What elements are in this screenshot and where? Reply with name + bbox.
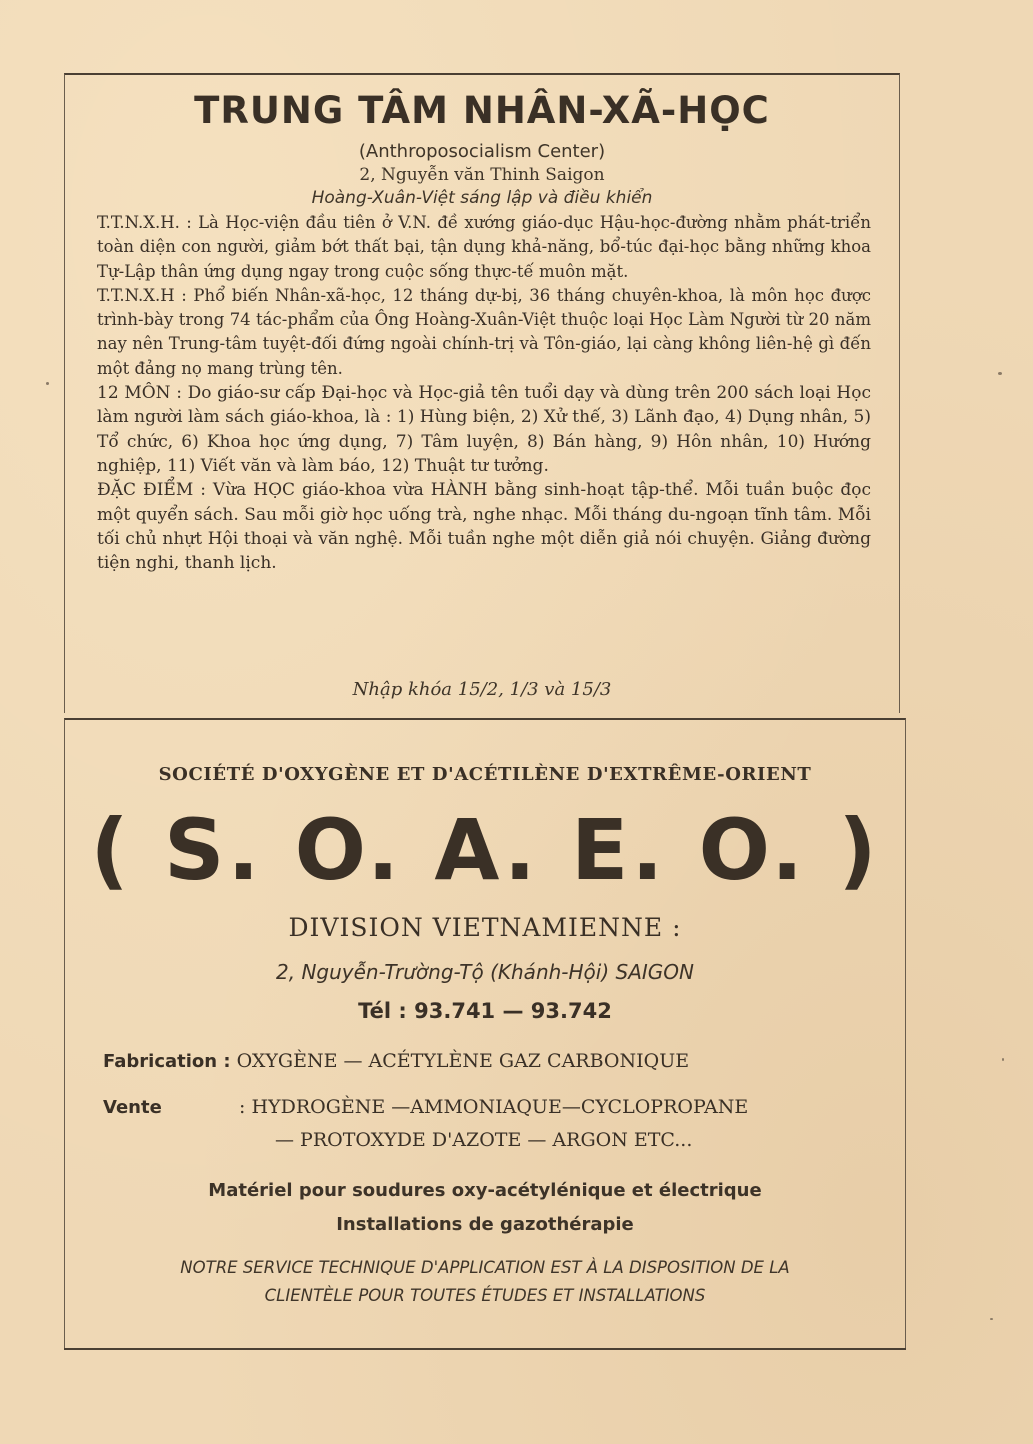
- ad2-vente-line2: — PROTOXYDE D'AZOTE — ARGON ETC...: [275, 1129, 693, 1151]
- ad2-notice-line2: CLIENTÈLE POUR TOUTES ÉTUDES ET INSTALLATIONS: [264, 1286, 706, 1305]
- ad1-address: 2, Nguyễn văn Thinh Saigon: [359, 165, 605, 185]
- ad2-vente-label: Vente: [103, 1097, 162, 1118]
- ad2-vente-row: [103, 1096, 748, 1118]
- ad1-paragraph-intro: T.T.N.X.H. : Là Học-viện đầu tiên ở V.N. đề xướng giáo-dục Hậu-học-đường nhằm phát-triển toàn diện con người, giảm bớt thất bại, tận dụng khả-năng, bổ-túc đại-học bằng những khoa Tự-Lập thân ứng dụng ngay trong cuộc sống thực-tế muôn mặt.: [97, 213, 871, 281]
- ad1-title: TRUNG TÂM NHÂN-XÃ-HỌC: [194, 89, 770, 132]
- ad1-paragraph-mission: T.T.N.X.H : Phổ biến Nhân-xã-học, 12 tháng dự-bị, 36 tháng chuyên-khoa, là môn học được trình-bày trong 74 tác-phẩm của Ông Hoàng-Xuân-Việt thuộc loại Học Làm Người từ 20 năm nay nên Trung-tâm tuyệt-đối đứng ngoài chính-trị và Tôn-giáo, lại càng không liên-hệ gì đến một đảng nọ mang trùng tên.: [97, 285, 871, 378]
- ad1-subtitle: (Anthroposocialism Center): [358, 141, 606, 162]
- ad1-body: [97, 211, 871, 575]
- ad2-notice-line1: NOTRE SERVICE TECHNIQUE D'APPLICATION EST À LA DISPOSITION DE LA: [180, 1258, 790, 1277]
- ad2-division: DIVISION VIETNAMIENNE :: [288, 913, 682, 942]
- ad2-telephone: Tél : 93.741 — 93.742: [358, 999, 612, 1023]
- ad2-fabrication-row: [103, 1050, 689, 1072]
- ad2-fabrication-label: Fabrication :: [103, 1051, 231, 1072]
- bottom-divider: [64, 1348, 906, 1350]
- scan-speck: [998, 372, 1002, 375]
- ad1-paragraph-subjects: 12 MÔN : Do giáo-sư cấp Đại-học và Học-giả tên tuổi dạy và dùng trên 200 sách loại Học làm người làm sách giáo-khoa, là : 1) Hùng biện, 2) Xử thế, 3) Lãnh đạo, 4) Dụng nhân, 5) Tổ chức, 6) Khoa học ứng dụng, 7) Tâm luyện, 8) Bán hàng, 9) Hôn nhân, 10) Hướng nghiệp, 11) Viết văn và làm báo, 12) Thuật tư tưởng.: [97, 383, 871, 476]
- ad1-enrollment-dates: Nhập khóa 15/2, 1/3 và 15/3: [352, 679, 612, 700]
- anthroposocialism-center-ad: [64, 73, 900, 713]
- ad2-company-name: SOCIÉTÉ D'OXYGÈNE ET D'ACÉTILÈNE D'EXTRÊME-ORIENT: [158, 764, 812, 785]
- ad2-vente-line1: : HYDROGÈNE —AMMONIAQUE—CYCLOPROPANE: [239, 1096, 749, 1118]
- soaeo-ad: [64, 718, 906, 1350]
- scan-speck: [1002, 1058, 1004, 1061]
- ad2-installations: Installations de gazothérapie: [336, 1214, 634, 1235]
- ad1-founder: Hoàng-Xuân-Việt sáng lập và điều khiển: [311, 188, 653, 208]
- ad2-address: 2, Nguyễn-Trường-Tộ (Khánh-Hội) SAIGON: [276, 960, 694, 984]
- ad2-logo: ( S. O. A. E. O. ): [90, 801, 880, 899]
- ad2-materiel: Matériel pour soudures oxy-acétylénique et électrique: [208, 1180, 762, 1201]
- ad2-fabrication-items: OXYGÈNE — ACÉTYLÈNE GAZ CARBONIQUE: [236, 1050, 690, 1072]
- ad1-paragraph-features: ĐẶC ĐIỂM : Vừa HỌC giáo-khoa vừa HÀNH bằng sinh-hoạt tập-thể. Mỗi tuần buộc đọc một quyển sách. Sau mỗi giờ học uống trà, nghe nhạc. Mỗi tháng du-ngoạn tĩnh tâm. Mỗi tối chủ nhựt Hội thoại và văn nghệ. Mỗi tuần nghe một diễn giả nói chuyện. Giảng đường tiện nghi, thanh lịch.: [97, 480, 871, 574]
- scan-speck: [990, 1318, 993, 1320]
- scan-speck: [46, 382, 49, 385]
